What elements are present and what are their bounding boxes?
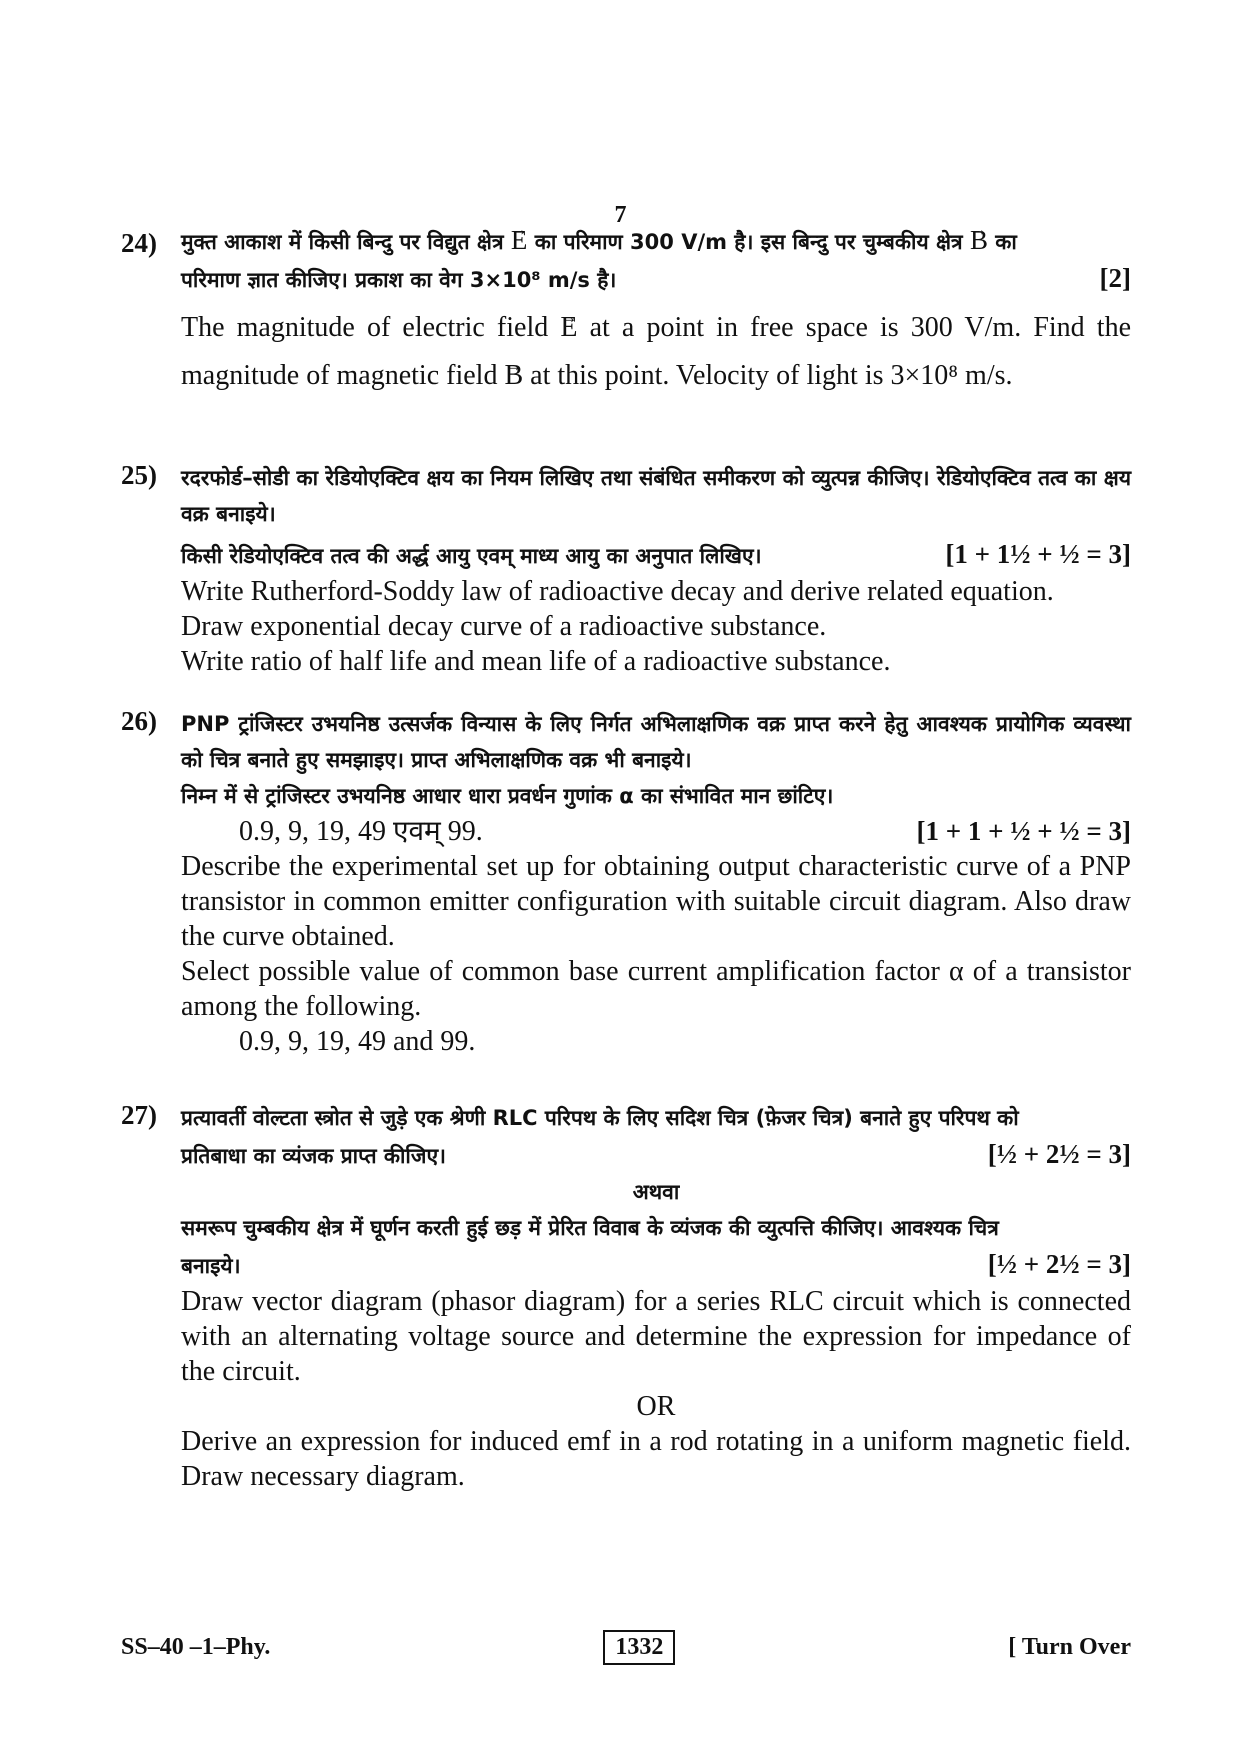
hindi-text: प्रतिबाधा का व्यंजक प्राप्त कीजिए। bbox=[181, 1144, 447, 1168]
or-english: OR bbox=[636, 1391, 676, 1422]
hindi-text: परिमाण ज्ञात कीजिए। प्रकाश का वेग 3×10⁸ m/s है। bbox=[181, 268, 617, 292]
english-line: Write ratio of half life and mean life of a radioactive substance. bbox=[181, 646, 891, 677]
english-line: Derive an expression for induced emf in a rod rotating in a uniform magnetic field. Draw necessary diagram. bbox=[181, 1426, 1131, 1492]
english-text: The magnitude of electric field bbox=[181, 312, 549, 343]
question-27 bbox=[121, 1100, 1131, 1494]
question-hindi: निम्न में से ट्रांजिस्टर उभयनिष्ठ आधार धारा प्रवर्धन गुणांक α का संभावित मान छांटिए। bbox=[181, 784, 834, 808]
question-number: 25) bbox=[121, 460, 157, 490]
footer bbox=[121, 1630, 1131, 1665]
english-text: at this point. Velocity of light is 3×10⁸ m/s. bbox=[530, 360, 1013, 391]
english-text: at a point in free space is 300 V/m. Find the magnitude of magnetic field bbox=[181, 312, 1131, 391]
question-number: 27) bbox=[121, 1100, 157, 1130]
marks: [2] bbox=[1099, 263, 1131, 293]
page-number: 7 bbox=[614, 202, 627, 228]
question-number: 26) bbox=[121, 706, 157, 736]
english-line: Draw vector diagram (phasor diagram) for a series RLC circuit which is connected with an alternating voltage source and determine the expression for impedance of the circuit. bbox=[181, 1286, 1131, 1387]
paper-number-box: 1332 bbox=[603, 1630, 675, 1665]
marks: [½ + 2½ = 3] bbox=[987, 1249, 1131, 1279]
options-english: 0.9, 9, 19, 49 and 99. bbox=[239, 1026, 476, 1057]
vector-e: → E bbox=[560, 304, 577, 352]
marks: [1 + 1 + ½ + ½ = 3] bbox=[916, 816, 1131, 846]
question-26 bbox=[121, 706, 1131, 1059]
question-hindi: रदरफोर्ड–सोडी का रेडियोएक्टिव क्षय का नियम लिखिए तथा संबंधित समीकरण को व्युत्पन्न कीजिए। रेडियोएक्टिव तत्व का क्षय वक्र बनाइये। bbox=[181, 466, 1131, 526]
turn-over-label: [ Turn Over bbox=[1008, 1634, 1131, 1660]
hindi-text: बनाइये। bbox=[181, 1254, 241, 1278]
question-25 bbox=[121, 460, 1131, 679]
english-line: Write Rutherford-Soddy law of radioactive decay and derive related equation. bbox=[181, 576, 1054, 607]
question-number: 24) bbox=[121, 228, 157, 258]
question-hindi: प्रत्यावर्ती वोल्टता स्त्रोत से जुड़े एक श्रेणी RLC परिपथ के लिए सदिश चित्र (फ़ेजर चित्र) बनाते हुए परिपथ को bbox=[181, 1106, 1019, 1130]
vector-b: → B bbox=[504, 352, 523, 400]
vector-e: → E bbox=[511, 222, 528, 258]
question-hindi: PNP ट्रांजिस्टर उभयनिष्ठ उत्सर्जक विन्यास के लिए निर्गत अभिलाक्षणिक वक्र प्राप्त करने हेतु आवश्यक प्रायोगिक व्यवस्था को चित्र बनाते हुए समझाइए। प्राप्त अभिलाक्षणिक वक्र भी बनाइये। bbox=[181, 712, 1131, 772]
hindi-text: किसी रेडियोएक्टिव तत्व की अर्द्ध आयु एवम् माध्य आयु का अनुपात लिखिए। bbox=[181, 544, 762, 568]
english-line: Describe the experimental set up for obtaining output characteristic curve of a PNP transistor in common emitter configuration with suitable circuit diagram. Also draw the curve obtained. bbox=[181, 851, 1131, 952]
hindi-text: का परिमाण 300 V/m है। इस बिन्दु पर चुम्बकीय क्षेत्र bbox=[534, 230, 963, 254]
question-hindi: समरूप चुम्बकीय क्षेत्र में घूर्णन करती हुई छड़ में प्रेरित विवाब के व्यंजक की व्युत्पत्ति कीजिए। आवश्यक चित्र bbox=[181, 1216, 999, 1240]
options-hindi: 0.9, 9, 19, 49 एवम् 99. bbox=[239, 816, 483, 847]
vector-b: → B bbox=[970, 222, 988, 258]
marks: [½ + 2½ = 3] bbox=[987, 1139, 1131, 1169]
question-hindi bbox=[181, 222, 1131, 260]
english-line: Draw exponential decay curve of a radioactive substance. bbox=[181, 611, 827, 642]
hindi-text: का bbox=[995, 230, 1017, 254]
or-hindi: अथवा bbox=[632, 1180, 680, 1204]
hindi-text: मुक्त आकाश में किसी बिन्दु पर विद्युत क्षेत्र bbox=[181, 230, 504, 254]
question-english bbox=[181, 304, 1131, 400]
english-line: Select possible value of common base current amplification factor α of a transistor among the following. bbox=[181, 956, 1131, 1022]
question-24 bbox=[121, 222, 1131, 400]
paper-code: SS–40 –1–Phy. bbox=[121, 1634, 271, 1660]
marks: [1 + 1½ + ½ = 3] bbox=[945, 539, 1131, 569]
